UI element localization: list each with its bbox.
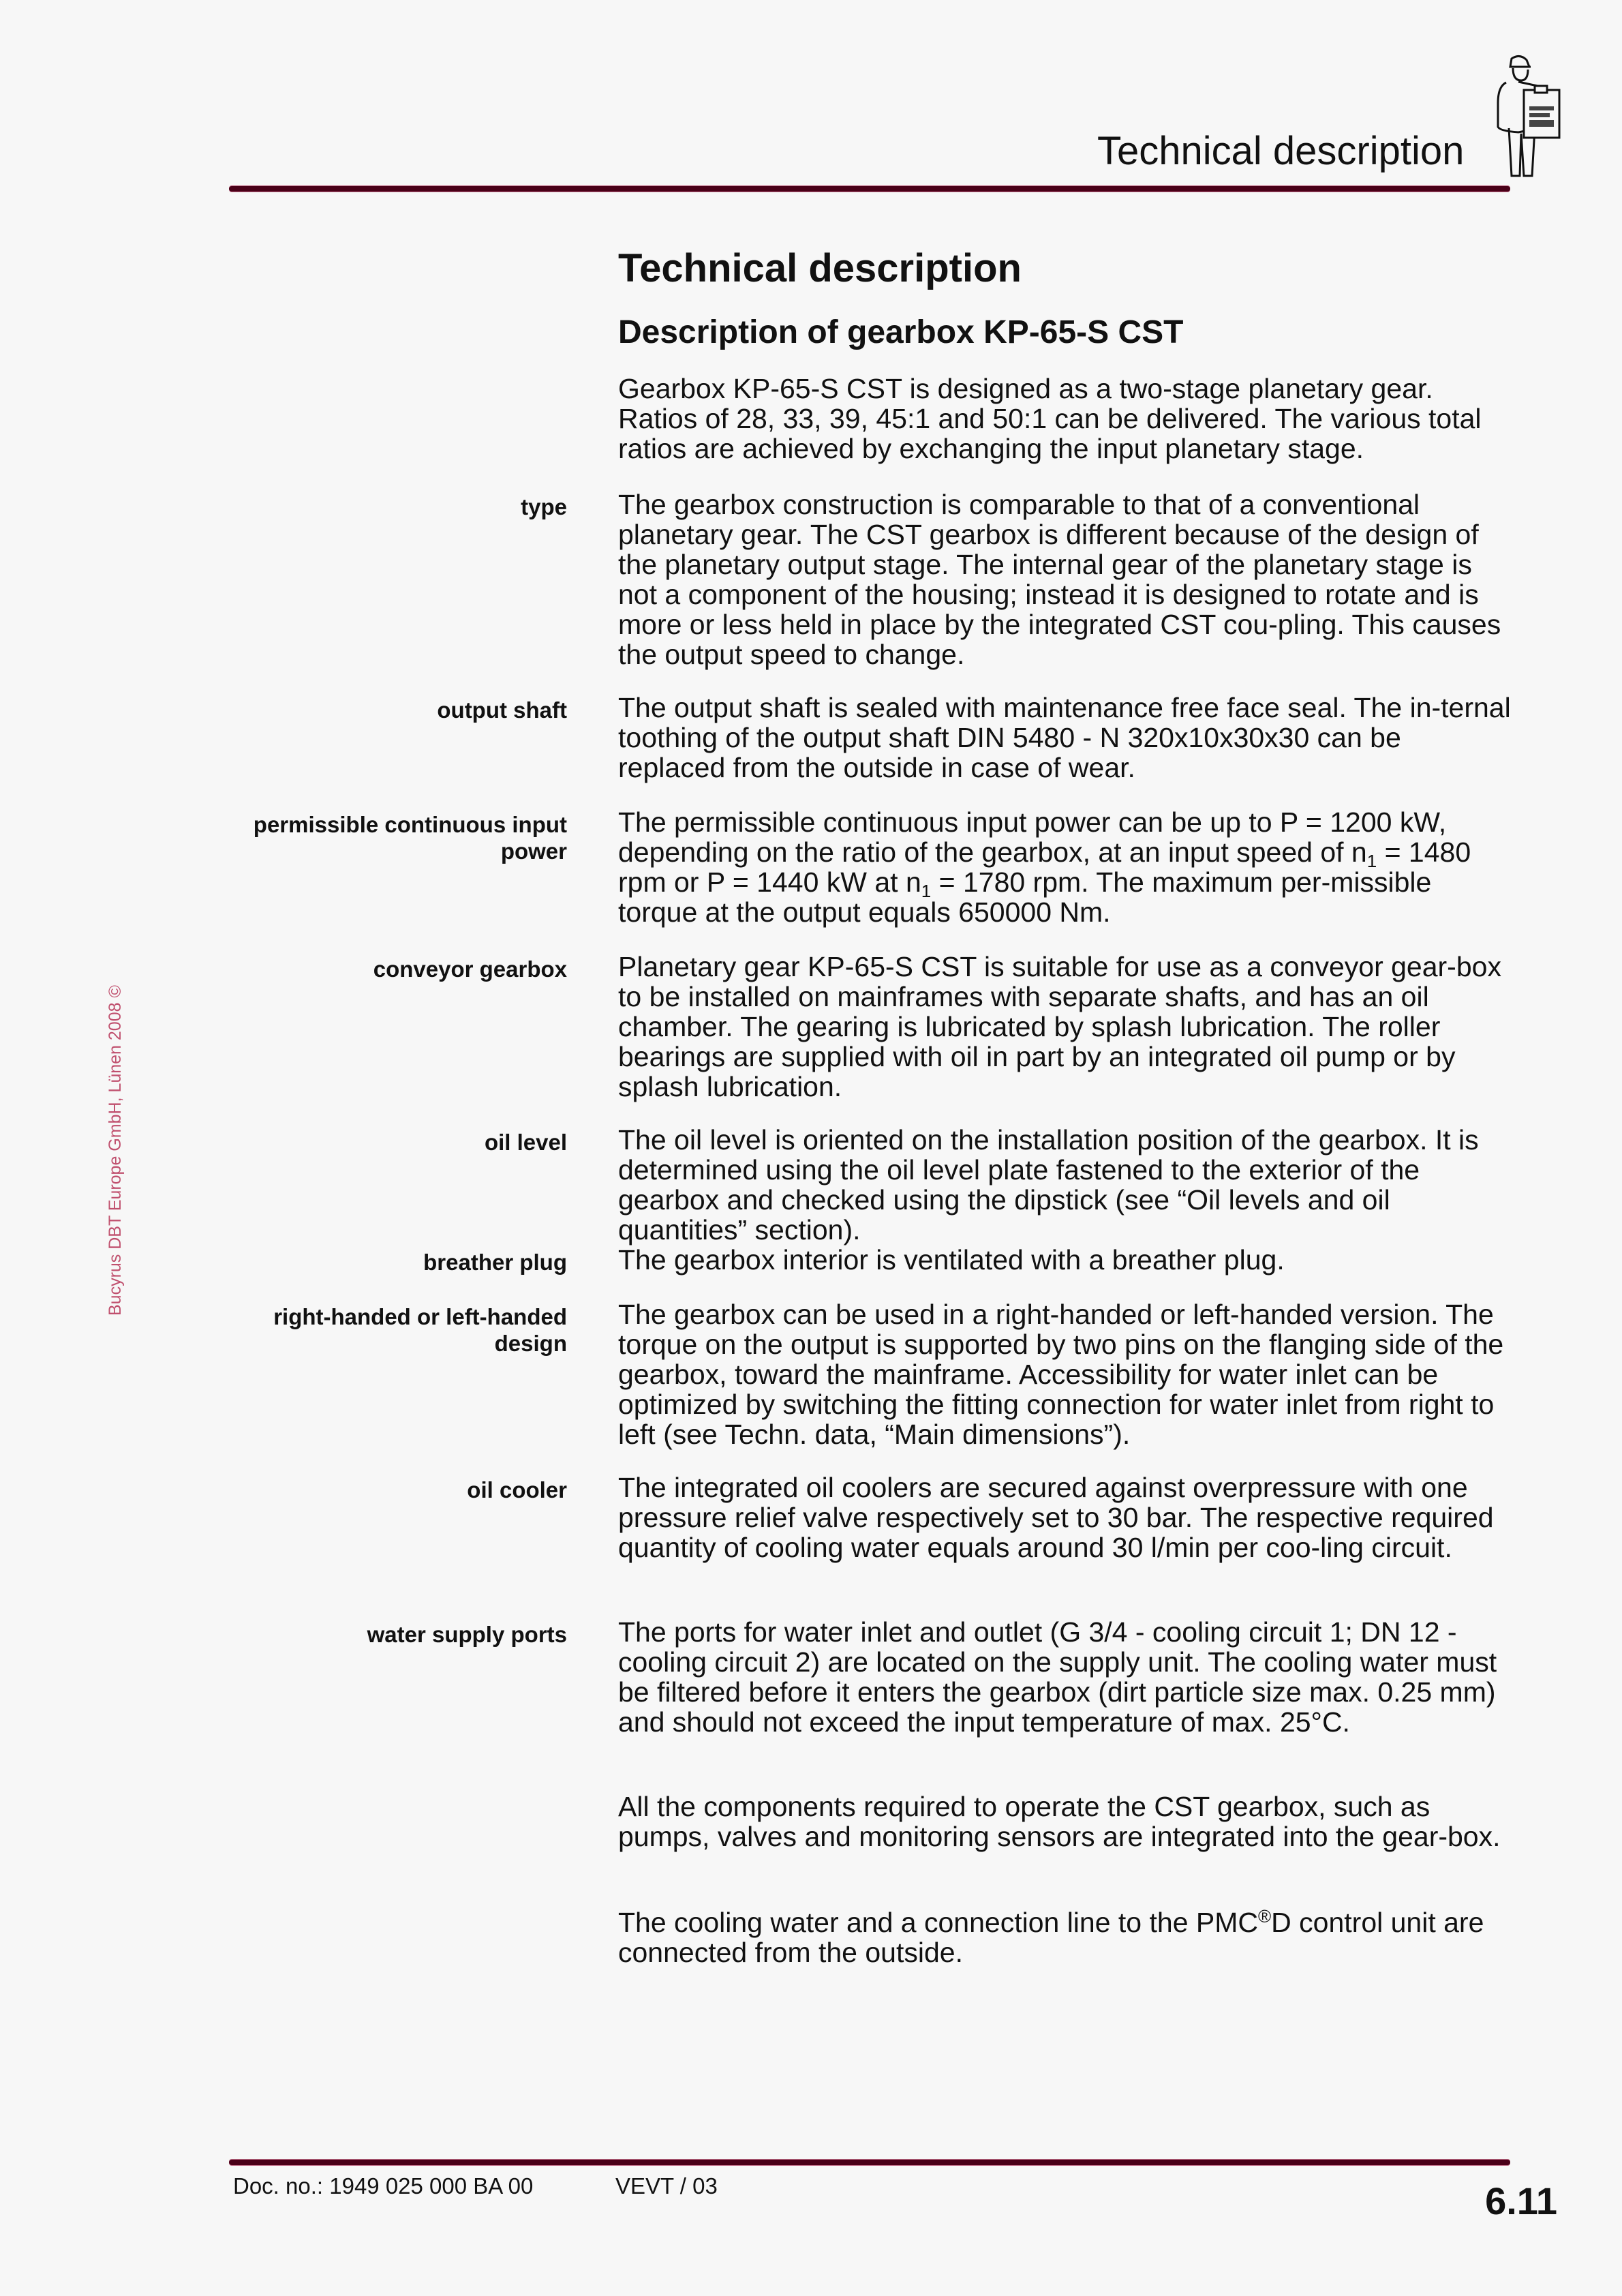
section-text: The gearbox can be used in a right-handed or left-handed version. The torque on the output is supported by two pins on the flanging side of the gearbox, toward the mainframe. Accessibility for water inlet can be optimized by switching the fitting connection for water inlet from right to left (see Techn. data, “Main dimensions”). [618,1299,1504,1450]
margin-label: right-handed or left-handed design [273,1304,567,1356]
registered-mark: ® [1258,1906,1272,1927]
document-number: Doc. no.: 1949 025 000 BA 00 [233,2173,534,2199]
page-title: Technical description [618,246,1022,290]
technician-with-clipboard-icon [1486,52,1564,181]
running-header-title: Technical description [1097,129,1465,173]
margin-label: output shaft [437,697,567,723]
text-part: The cooling water and a connection line to the PMC [618,1907,1258,1938]
section-text: The ports for water inlet and outlet (G 3/4 - cooling circuit 1; DN 12 - cooling circuit 2) are located on the supply unit. The cooling water must be filtered before it enters the gearbox (dirt particle size max. 0.25 mm) and should not exceed the input temperature of max. 25°C. [618,1616,1497,1738]
section-text: The gearbox construction is comparable to that of a conventional planetary gear. The CST gearbox is different because of the design of the planetary output stage. The internal gear of the planetary stage is not a component of the housing; instead it is designed to rotate and is more or less held in place by the integrated CST cou-pling. This causes the output speed to change. [618,489,1501,670]
subscript: 1 [921,881,932,901]
closing-paragraph-connections [618,1907,1511,1967]
section-text: The integrated oil coolers are secured against overpressure with one pressure relief valve respectively set to 30 bar. The respective required quantity of cooling water equals around 30 l/min per coo-ling circuit. [618,1472,1494,1563]
margin-label: water supply ports [367,1622,567,1647]
margin-label: permissible continuous input power [253,812,567,864]
text-part: = 1780 rpm. The maximum per-missible torque at the output equals 650000 Nm. [618,866,1432,928]
text-part: = 1480 rpm or P = 1440 kW at n [618,836,1471,898]
section-subtitle: Description of gearbox KP-65-S CST [618,314,1184,350]
document-version: VEVT / 03 [615,2173,718,2199]
section-text: The oil level is oriented on the installation position of the gearbox. It is determined using the oil level plate fastened to the exterior of the gearbox and checked using the dipstick (see “Oil levels and oil quantities” section). [618,1124,1479,1245]
copyright-side-note: Bucyrus DBT Europe GmbH, Lünen 2008 © [106,985,125,1316]
closing-paragraph-components: All the components required to operate the CST gearbox, such as pumps, valves and monitoring sensors are integrated into the gear-box. [618,1791,1501,1852]
margin-label: breather plug [423,1250,567,1275]
section-text [618,807,1511,927]
margin-label: oil cooler [467,1477,567,1502]
page-number: 6.11 [1485,2179,1557,2222]
section-text: Planetary gear KP-65-S CST is suitable for use as a conveyor gear-box to be installed on mainframes with separate shafts, and has an oil chamber. The gearing is lubricated by splash lubrication. The roller bearings are supplied with oil in part by an integrated oil pump or by splash lubrication. [618,951,1501,1102]
section-text: The output shaft is sealed with maintenance free face seal. The in-ternal toothing of the output shaft DIN 5480 - N 320x10x30x30 can be replaced from the outside in case of wear. [618,692,1511,783]
header-rule [229,186,1510,192]
text-part: The permissible continuous input power can be up to P = 1200 kW, depending on the ratio of the gearbox, at an input speed of n [618,806,1447,868]
margin-label: type [521,494,567,519]
text-part: D control unit are connected from the outside. [618,1907,1484,1968]
margin-label: conveyor gearbox [373,956,567,982]
subscript: 1 [1366,851,1377,871]
margin-label: oil level [484,1130,567,1155]
intro-paragraph: Gearbox KP-65-S CST is designed as a two-stage planetary gear. Ratios of 28, 33, 39, 45:1 and 50:1 can be delivered. The various total ratios are achieved by exchanging the input planetary stage. [618,373,1482,464]
footer-rule [229,2160,1510,2165]
section-text: The gearbox interior is ventilated with a breather plug. [618,1244,1285,1275]
